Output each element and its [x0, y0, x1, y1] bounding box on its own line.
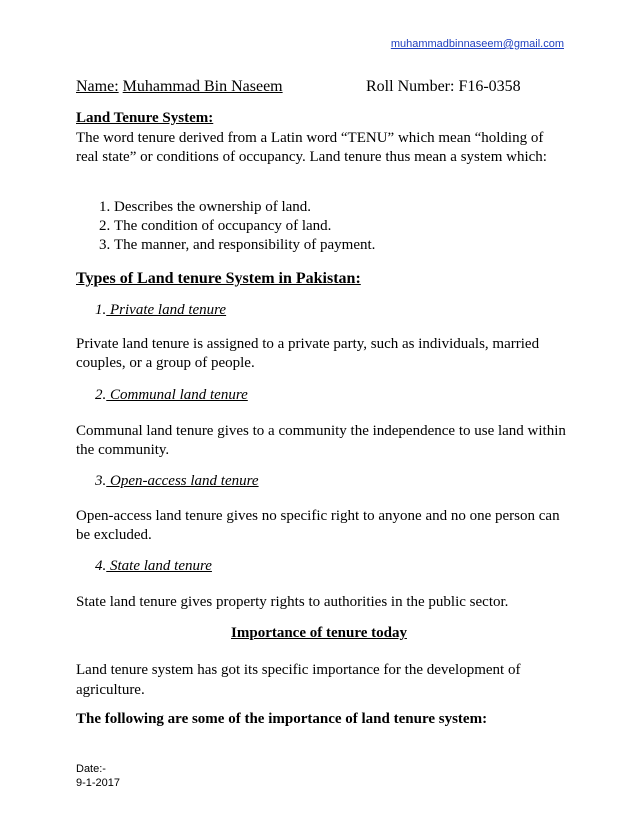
land-tenure-list	[76, 198, 556, 255]
type-number: 2.	[95, 387, 107, 403]
land-tenure-intro: The word tenure derived from a Latin word “TENU” which mean “holding of real state” or conditions of occupancy. Land tenure thus mean a system which:	[76, 130, 547, 165]
types-heading: Types of Land tenure System in Pakistan:	[76, 270, 361, 287]
email-link[interactable]: muhammadbinnaseem@gmail.com	[390, 38, 564, 50]
land-tenure-heading: Land Tenure System:	[76, 110, 214, 126]
type-title	[95, 473, 259, 490]
list-item: 3. The manner, and responsibility of payment.	[114, 236, 556, 255]
list-item: 1. Describes the ownership of land.	[114, 198, 556, 217]
name-value: Muhammad Bin Naseem	[122, 78, 283, 95]
name-label: Name:	[76, 78, 119, 95]
type-number: 1.	[95, 302, 107, 318]
type-title-text: Communal land tenure	[110, 387, 248, 403]
importance-lead: The following are some of the importance of land tenure system:	[76, 711, 488, 727]
roll-value: F16-0358	[458, 78, 521, 95]
importance-heading	[0, 625, 638, 642]
type-title	[95, 558, 212, 575]
list-item: 2. The condition of occupancy of land.	[114, 217, 556, 236]
date-value: 9-1-2017	[76, 777, 121, 789]
type-title-text: Private land tenure	[110, 302, 227, 318]
importance-para: Land tenure system has got its specific importance for the development of agriculture.	[76, 662, 521, 698]
type-title-text: State land tenure	[110, 558, 212, 574]
importance-heading-text: Importance of tenure today	[231, 625, 407, 641]
footer-date	[76, 762, 120, 790]
roll-label: Roll Number:	[366, 78, 455, 95]
type-desc: State land tenure gives property rights to authorities in the public sector.	[76, 594, 509, 610]
type-title	[95, 387, 248, 404]
roll-line	[366, 78, 521, 96]
type-title-text: Open-access land tenure	[110, 473, 259, 489]
date-label: Date:-	[76, 763, 106, 775]
name-line	[76, 78, 283, 96]
type-title	[95, 302, 226, 319]
type-desc: Open-access land tenure gives no specific right to anyone and no one person can be excluded.	[76, 508, 560, 543]
type-number: 4.	[95, 558, 107, 574]
type-desc: Communal land tenure gives to a community the independence to use land within the community.	[76, 423, 566, 458]
type-desc: Private land tenure is assigned to a private party, such as individuals, married couples, or a group of people.	[76, 336, 540, 371]
type-number: 3.	[95, 473, 107, 489]
